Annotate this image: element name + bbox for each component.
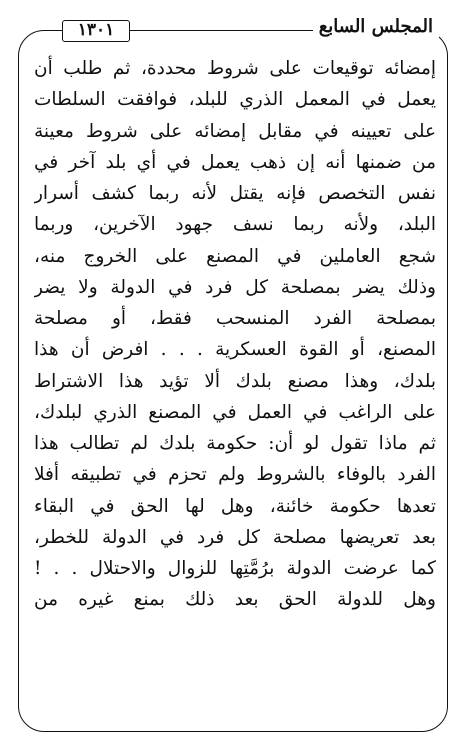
text-body [34, 53, 436, 616]
text-line-9: بمصلحة الفرد المنسحب فقط، أو مصلحة [34, 308, 436, 329]
text-line-2: يعمل في المعمل الذري للبلد، فوافقت السلطات [34, 89, 436, 111]
text-line-5: نفس التخصص فإنه يقتل لأنه ربما كشف أسرار [34, 183, 436, 204]
text-line-11: بلدك، وهذا مصنع بلدك ألا تؤيد هذا الاشتراط [34, 370, 436, 392]
chapter-title: المجلس السابع [313, 14, 439, 40]
text-line-10: المصنع، أو القوة العسكرية . . . افرض أن هذا [34, 339, 436, 361]
text-line-8: وذلك يضر بمصلحة كل فرد في الدولة ولا يضر [34, 276, 436, 298]
text-line-15: تعدها حكومة خائنة، وهل لها الحق في البقاء [34, 495, 436, 517]
header-rule [132, 30, 280, 31]
page-number: ١٣٠١ [62, 20, 130, 42]
text-line-4: من ضمنها أنه إن ذهب يعمل في أي بلد آخر في [34, 151, 436, 173]
text-line-6: البلد، ولأنه ربما نسف جهود الآخرين، وربما [34, 214, 436, 236]
text-line-13: ثم ماذا تقول لو أن: حكومة بلدك لم تطالب هذا [34, 433, 436, 454]
text-line-3: على تعيينه في مقابل إمضائه على شروط معينة [34, 120, 436, 142]
text-line-16: بعد تعريضها مصلحة كل فرد في الدولة للخطر، [34, 526, 436, 548]
text-line-14: الفرد بالوفاء بالشروط ولم تحزم في تطبيقه أفلا [34, 464, 436, 486]
text-line-1: إمضائه توقيعات على شروط محددة، ثم طلب أن [34, 58, 436, 79]
text-line-18: وهل للدولة الحق بعد ذلك بمنع غيره من [34, 589, 436, 611]
text-line-7: شجع العاملين في المصنع على الخروج منه، [34, 245, 436, 267]
text-line-12: على الراغب في العمل في المصنع الذري لبلدك، [34, 401, 436, 423]
text-line-17: كما عرضت الدولة برُمَّتِها للزوال والاحتلال . . ! [34, 558, 436, 579]
